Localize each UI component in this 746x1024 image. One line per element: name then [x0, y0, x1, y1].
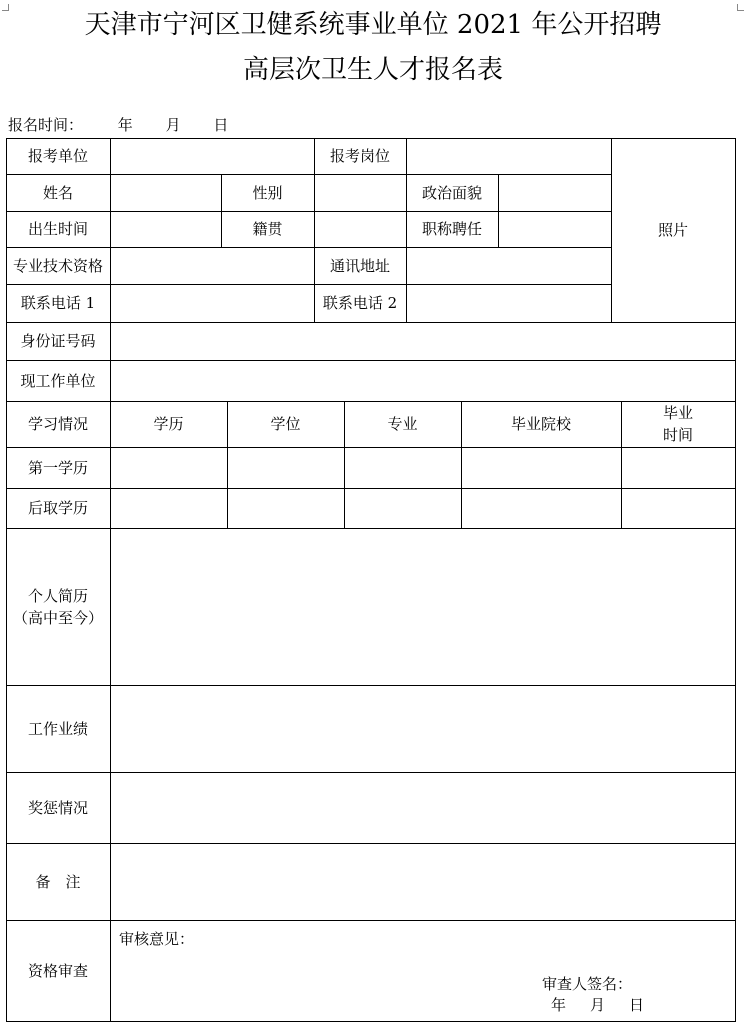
registration-year: 年 [117, 116, 133, 134]
input-birth-date[interactable] [110, 211, 221, 247]
label-id-number: 身份证号码 [20, 332, 96, 350]
label-exam-unit: 报考单位 [27, 147, 88, 165]
input-resume[interactable] [110, 528, 735, 685]
input-professional-qualification[interactable] [110, 247, 314, 284]
label-exam-post: 报考岗位 [329, 147, 390, 165]
label-phone1: 联系电话 1 [20, 294, 96, 312]
input-phone1[interactable] [110, 284, 314, 322]
edu-col-major: 专业 [387, 415, 418, 433]
label-remarks: 备 注 [35, 872, 81, 891]
label-birth-date: 出生时间 [27, 220, 88, 238]
label-mailing-address: 通讯地址 [329, 256, 390, 275]
label-rewards-penalties: 奖惩情况 [27, 798, 88, 817]
registration-day: 日 [213, 116, 229, 134]
label-name: 姓名 [42, 183, 73, 202]
form-title-line1: 天津市宁河区卫健系统事业单位 2021 年公开招聘 [84, 10, 662, 40]
resume-label-line2: （高中至今） [12, 608, 103, 627]
label-gender: 性别 [252, 183, 283, 202]
label-political-status: 政治面貌 [421, 183, 482, 202]
input-exam-post[interactable] [406, 138, 611, 174]
registration-date-row [8, 114, 256, 135]
review-day: 日 [629, 996, 645, 1014]
label-later-degree: 后取学历 [27, 499, 88, 517]
input-achievements[interactable] [110, 685, 735, 772]
review-year: 年 [551, 996, 567, 1014]
review-opinion-label: 审核意见： [119, 930, 195, 948]
edu-col-school: 毕业院校 [510, 415, 571, 433]
input-mailing-address[interactable] [406, 247, 611, 284]
label-resume [6, 528, 110, 685]
grad-time-line2: 时间 [662, 426, 693, 444]
input-exam-unit[interactable] [110, 138, 314, 174]
registration-label: 报名时间： [8, 116, 84, 134]
label-first-degree: 第一学历 [27, 458, 88, 477]
input-political-status[interactable] [498, 174, 611, 211]
label-education: 学习情况 [27, 415, 88, 433]
photo-box[interactable]: 照片 [657, 221, 688, 239]
input-remarks[interactable] [110, 843, 735, 920]
grid-line [735, 138, 736, 1022]
registration-date [118, 116, 257, 134]
grid-line [6, 1021, 735, 1022]
education-input-area[interactable] [110, 447, 735, 528]
input-phone2[interactable] [406, 284, 611, 322]
label-title-appointment: 职称聘任 [421, 220, 482, 238]
label-qualification-review: 资格审查 [27, 961, 88, 980]
form-title-line2: 高层次卫生人才报名表 [242, 55, 503, 85]
registration-month: 月 [165, 116, 181, 134]
review-month: 月 [590, 996, 606, 1014]
edu-col-degree-level: 学历 [153, 415, 184, 433]
edu-col-grad-time [621, 401, 735, 447]
input-name[interactable] [110, 174, 221, 211]
input-title-appointment[interactable] [498, 211, 611, 247]
input-rewards-penalties[interactable] [110, 772, 735, 843]
grad-time-line1: 毕业 [662, 404, 693, 422]
label-native-place: 籍贯 [252, 220, 283, 238]
label-professional-qualification: 专业技术资格 [12, 256, 103, 275]
label-phone2: 联系电话 2 [322, 294, 398, 312]
grid-line [6, 920, 735, 921]
label-current-employer: 现工作单位 [20, 371, 96, 390]
review-date [551, 994, 644, 1015]
input-id-number[interactable] [110, 322, 735, 360]
reviewer-signature-label: 审查人签名： [542, 975, 633, 993]
input-native-place[interactable] [314, 211, 406, 247]
edu-col-degree: 学位 [270, 415, 301, 433]
input-current-employer[interactable] [110, 360, 735, 401]
input-gender[interactable] [314, 174, 406, 211]
label-achievements: 工作业绩 [27, 719, 88, 738]
resume-label-line1: 个人简历 [27, 586, 88, 605]
